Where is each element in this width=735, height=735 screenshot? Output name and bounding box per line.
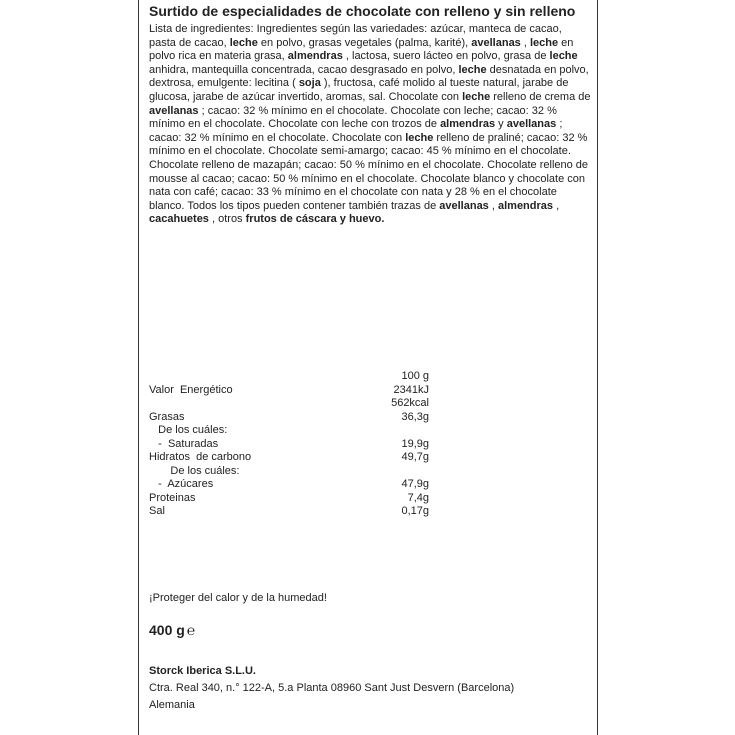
allergen-text: leche <box>549 50 578 63</box>
nutrition-label: Proteinas <box>149 491 196 504</box>
allergen-text: avellanas <box>506 118 557 131</box>
ingredient-text: relleno de crema de <box>490 90 591 103</box>
ingredient-text: anhidra, mantequilla concentrada, cacao desgrasado en polvo, <box>149 63 459 76</box>
nutrition-label: - Saturadas <box>149 437 219 450</box>
allergen-text: avellanas <box>439 199 489 212</box>
nutrition-row <box>149 465 449 479</box>
net-weight <box>149 622 195 638</box>
nutrition-row <box>149 492 449 506</box>
nutrition-row <box>149 397 449 411</box>
allergen-text: leche <box>405 131 434 144</box>
nutrition-label: Hidratos de carbono <box>149 451 252 463</box>
allergen-text: leche <box>458 63 487 76</box>
nutrition-label: De los cuáles: <box>149 464 240 477</box>
nutrition-value: 562kcal <box>391 397 429 409</box>
label-document <box>138 0 598 735</box>
net-weight-value: 400 g <box>149 622 185 638</box>
nutrition-value: 0,17g <box>401 505 429 517</box>
nutrition-value: 2341kJ <box>393 383 429 396</box>
nutrition-row <box>149 438 449 452</box>
ingredient-text: , <box>488 199 498 212</box>
storage-note: ¡Proteger del calor y de la humedad! <box>149 592 327 604</box>
ingredient-text: ; cacao: 32 % mínimo en el chocolate. Chocolate con <box>149 118 563 144</box>
nutrition-header: 100 g <box>401 370 429 382</box>
ingredient-text: , <box>520 36 530 49</box>
nutrition-value: 36,3g <box>401 410 429 423</box>
nutrition-label: - Azúcares <box>149 478 214 490</box>
nutrition-label: Valor Energético <box>149 383 233 396</box>
ingredient-text: Lista de ingredientes: Ingredientes según las variedades: azúcar, manteca de cacao, pasta de cacao, <box>149 23 562 49</box>
nutrition-value: 49,7g <box>401 451 429 463</box>
nutrition-label: Grasas <box>149 410 185 423</box>
company-info <box>149 663 514 714</box>
allergen-text: almendras <box>440 118 496 131</box>
ingredient-text: , lactosa, suero lácteo en polvo, grasa de <box>342 50 550 63</box>
nutrition-value: 7,4g <box>407 491 429 504</box>
ingredients-list <box>149 23 591 227</box>
nutrition-row <box>149 478 449 492</box>
nutrition-row <box>149 451 449 465</box>
allergen-text: almendras <box>497 199 554 212</box>
nutrition-header-row <box>149 370 449 384</box>
nutrition-row <box>149 505 449 519</box>
ingredient-text: desnatada en polvo, dextrosa, emulgente: lecitina ( <box>149 63 589 90</box>
ingredient-text: , otros <box>208 213 246 226</box>
nutrition-row <box>149 411 449 425</box>
product-title: Surtido de especialidades de chocolate con relleno y sin relleno <box>149 3 576 19</box>
estimated-sign-icon: ℮ <box>186 622 196 638</box>
allergen-text: leche <box>462 90 491 103</box>
ingredient-text: relleno de praliné; cacao: 32 % mínimo en el chocolate. Chocolate semi-amargo; cacao: 45 % mínimo en el chocolate. Chocolate relleno de mazapán; cacao: 50 % mínimo en el chocolate. Chocolate relleno de mousse al cacao; cacao: 50 % mínimo en el chocolate. Chocolate blanco y chocolate con nata con café; cacao: 33 % mínimo en el chocolate con nata y 28 % en el chocolate blanco. Todos los tipos pueden contener también trazas de <box>149 131 589 212</box>
allergen-text: soja <box>298 77 321 90</box>
company-address: Ctra. Real 340, n.° 122-A, 5.a Planta 08960 Sant Just Desvern (Barcelona) <box>149 682 515 694</box>
ingredient-text: en polvo, grasas vegetales (palma, karité), <box>257 36 472 49</box>
nutrition-value: 47,9g <box>401 478 429 490</box>
nutrition-label: Sal <box>149 505 165 517</box>
company-country: Alemania <box>149 699 195 711</box>
nutrition-table <box>149 370 449 519</box>
allergen-text: avellanas <box>149 104 199 117</box>
allergen-text: frutos de cáscara y huevo. <box>245 213 385 226</box>
nutrition-label: De los cuáles: <box>149 424 228 436</box>
ingredient-text: ; cacao: 32 % mínimo en el chocolate. Chocolate con leche; cacao: 32 % mínimo en el chocolate. Chocolate con leche con trozos de <box>149 104 557 131</box>
allergen-text: avellanas <box>471 36 521 49</box>
allergen-text: leche <box>529 36 559 49</box>
ingredient-text: en polvo rica en materia grasa, <box>149 36 574 63</box>
ingredient-text: , <box>553 199 560 212</box>
allergen-text: cacahuetes <box>149 213 209 226</box>
ingredient-text: ), fructosa, café molido al tueste natural, jarabe de glucosa, jarabe de azúcar invertido, aromas, sal. Chocolate con <box>149 77 569 103</box>
nutrition-value: 19,9g <box>401 437 429 450</box>
nutrition-row <box>149 384 449 398</box>
allergen-text: almendras <box>287 50 343 63</box>
allergen-text: leche <box>229 36 258 49</box>
company-name: Storck Iberica S.L.U. <box>149 665 256 677</box>
nutrition-row <box>149 424 449 438</box>
ingredient-text: y <box>495 118 507 131</box>
